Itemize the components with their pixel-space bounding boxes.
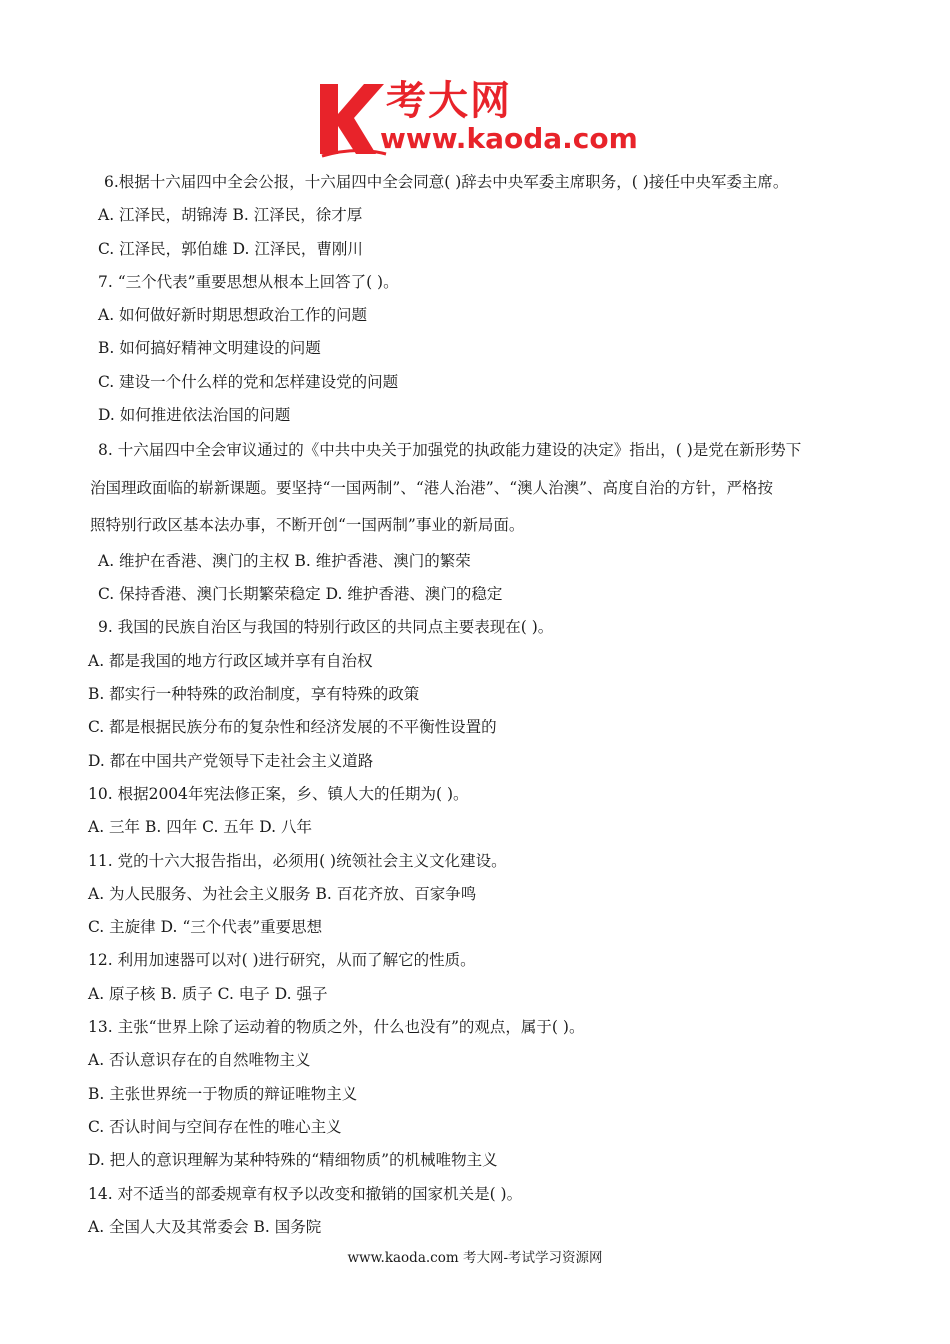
text-line: A. 为人民服务、为社会主义服务 B. 百花齐放、百家争鸣 <box>88 884 477 903</box>
text-line: 9. 我国的民族自治区与我国的特别行政区的共同点主要表现在( )。 <box>98 618 554 637</box>
text-line: A. 都是我国的地方行政区域并享有自治权 <box>88 651 373 670</box>
text-line: A. 全国人大及其常委会 B. 国务院 <box>88 1217 322 1236</box>
text-line: 11. 党的十六大报告指出，必须用( )统领社会主义文化建设。 <box>88 851 507 870</box>
text-line: C. 主旋律 D. “三个代表”重要思想 <box>88 918 323 937</box>
text-line: A. 如何做好新时期思想政治工作的问题 <box>98 306 368 325</box>
question-list <box>88 166 878 1244</box>
kaoda-logo <box>316 76 638 160</box>
text-line: A. 三年 B. 四年 C. 五年 D. 八年 <box>88 818 312 837</box>
text-line: 13. 主张“世界上除了运动着的物质之外，什么也没有”的观点，属于( )。 <box>88 1018 585 1037</box>
text-line: 治国理政面临的崭新课题。要坚持“一国两制”、“港人治港”、“澳人治澳”、高度自治的方针，严格按 <box>90 478 774 497</box>
text-line: B. 都实行一种特殊的政治制度，享有特殊的政策 <box>88 685 420 704</box>
text-line: 6.根据十六届四中全会公报，十六届四中全会同意( )辞去中央军委主席职务，( )接任中央军委主席。 <box>104 173 789 191</box>
logo-url-text: www.kaoda.com <box>380 122 638 155</box>
text-line: 10. 根据2004年宪法修正案，乡、镇人大的任期为( )。 <box>88 784 469 803</box>
text-line: 12. 利用加速器可以对( )进行研究，从而了解它的性质。 <box>88 951 476 970</box>
text-line: A. 江泽民，胡锦涛 B. 江泽民，徐才厚 <box>98 206 363 225</box>
text-line: C. 都是根据民族分布的复杂性和经济发展的不平衡性设置的 <box>88 718 497 737</box>
page-footer: www.kaoda.com 考大网-考试学习资源网 <box>347 1250 603 1266</box>
text-line: B. 如何搞好精神文明建设的问题 <box>98 339 321 358</box>
text-line: A. 维护在香港、澳门的主权 B. 维护香港、澳门的繁荣 <box>98 551 471 570</box>
logo-brand-text: 考大网 <box>386 78 512 124</box>
text-line: A. 否认意识存在的自然唯物主义 <box>88 1051 311 1070</box>
text-line: D. 把人的意识理解为某种特殊的“精细物质”的机械唯物主义 <box>88 1151 498 1170</box>
text-line: D. 都在中国共产党领导下走社会主义道路 <box>88 751 374 770</box>
text-line: 照特别行政区基本法办事，不断开创“一国两制”事业的新局面。 <box>90 516 525 535</box>
text-line: C. 建设一个什么样的党和怎样建设党的问题 <box>98 372 399 391</box>
text-line: 7. “三个代表”重要思想从根本上回答了( )。 <box>98 272 399 291</box>
text-line: 8. 十六届四中全会审议通过的《中共中央关于加强党的执政能力建设的决定》指出，( )是党在新形势下 <box>98 441 802 460</box>
text-line: C. 江泽民，郭伯雄 D. 江泽民，曹刚川 <box>98 239 363 258</box>
text-line: C. 保持香港、澳门长期繁荣稳定 D. 维护香港、澳门的稳定 <box>98 585 503 604</box>
text-line: D. 如何推进依法治国的问题 <box>98 406 291 425</box>
text-line: A. 原子核 B. 质子 C. 电子 D. 强子 <box>88 984 328 1003</box>
text-line: B. 主张世界统一于物质的辩证唯物主义 <box>88 1084 358 1103</box>
text-line: 14. 对不适当的部委规章有权予以改变和撤销的国家机关是( )。 <box>88 1184 523 1203</box>
text-line: C. 否认时间与空间存在性的唯心主义 <box>88 1117 342 1136</box>
